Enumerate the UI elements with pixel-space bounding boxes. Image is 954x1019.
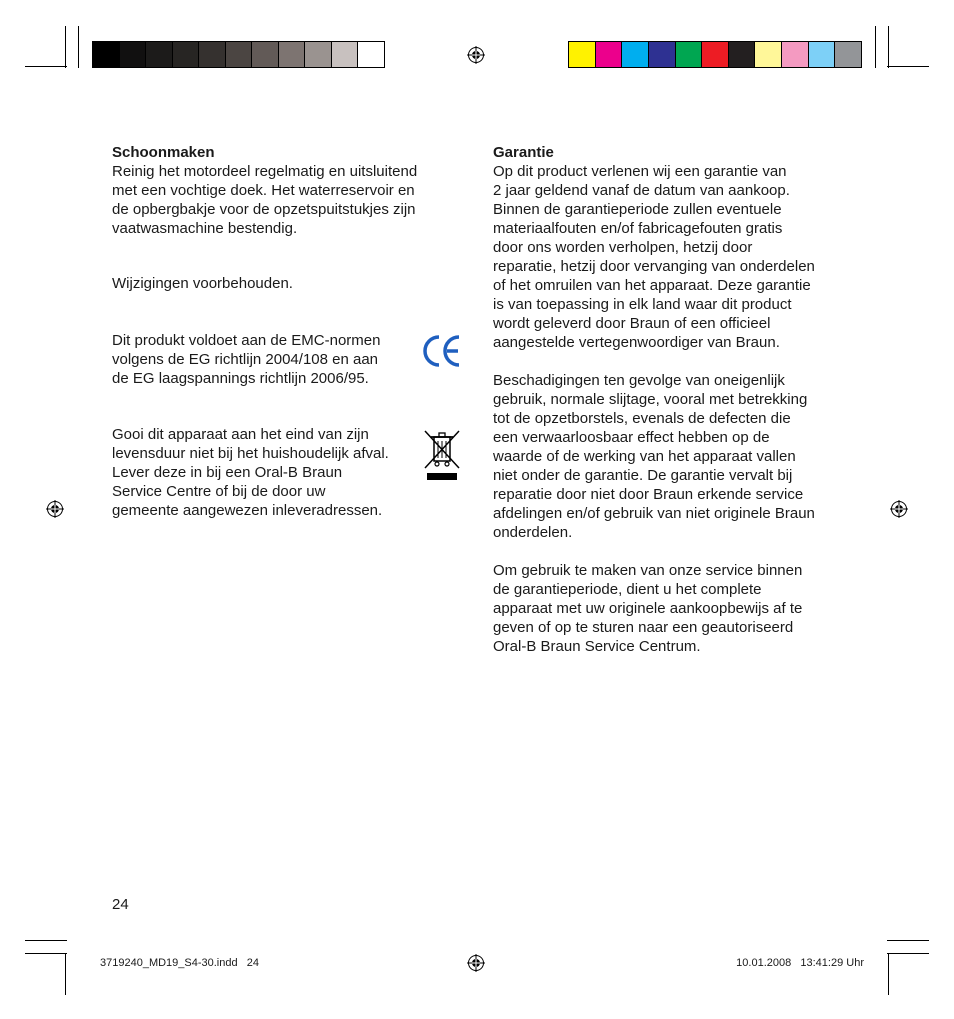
- slug-file-info: 3719240_MD19_S4-30.indd 24: [100, 957, 260, 969]
- color-swatch: [729, 42, 756, 67]
- crossed-out-bin-icon: [421, 428, 463, 484]
- color-swatch: [702, 42, 729, 67]
- color-swatch: [809, 42, 836, 67]
- color-swatch: [835, 42, 861, 67]
- emc-block: [112, 331, 412, 388]
- color-swatch: [782, 42, 809, 67]
- changes-notice: [112, 274, 452, 293]
- cleaning-heading: Schoonmaken: [112, 144, 215, 161]
- gray-swatch: [332, 42, 359, 67]
- registration-mark-icon: [467, 46, 485, 64]
- warranty-paragraph-2: Beschadigingen ten gevolge van oneigenlijk gebruik, normale slijtage, vooral met betrekking tot de opzetborstels, evenals de defecten die een verwaarloosbaar effect hebben op de waarde of de werking van het apparaat vallen niet onder de garantie. De garantie vervalt bij reparatie door niet door Braun erkende service afdelingen en/of gebruik van niet originele Braun onderdelen.: [493, 372, 815, 541]
- color-swatch: [649, 42, 676, 67]
- warranty-paragraph-1: Op dit product verlenen wij een garantie van 2 jaar geldend vanaf de datum van aankoop. Binnen de garantieperiode zullen eventuele materiaalfouten en/of fabricagefouten gratis door ons worden verholpen, hetzij door reparatie, hetzij door vervanging van onderdelen of het omruilen van het apparaat. Deze garantie is van toepassing in elk land waar dit product wordt geleverd door Braun of een officieel aangestelde vertegenwoordiger van Braun.: [493, 163, 815, 351]
- disposal-text: Gooi dit apparaat aan het eind van zijn levensduur niet bij het huishoudelijk afval. Lever deze in bij een Oral-B Braun Service Centre of bij de door uw gemeente aangewezen inleveradressen.: [112, 426, 389, 519]
- color-swatch: [676, 42, 703, 67]
- ce-mark-icon: [421, 334, 463, 368]
- color-swatch: [622, 42, 649, 67]
- disposal-block: [112, 425, 422, 520]
- page-number: 24: [112, 896, 129, 913]
- right-column: [493, 143, 853, 656]
- color-swatch-bar: [568, 41, 862, 68]
- cleaning-text: Reinig het motordeel regelmatig en uitsluitend met een vochtige doek. Het waterreservoir en de opbergbakje voor de opzetspuitstukjes zijn vaatwasmachine bestendig.: [112, 163, 418, 237]
- changes-text: Wijzigingen voorbehouden.: [112, 275, 293, 292]
- spacer: [493, 352, 853, 371]
- color-swatch: [755, 42, 782, 67]
- gray-swatch: [173, 42, 200, 67]
- gray-swatch: [120, 42, 147, 67]
- gray-swatch: [358, 42, 384, 67]
- gray-swatch: [199, 42, 226, 67]
- color-swatch: [596, 42, 623, 67]
- gray-swatch: [93, 42, 120, 67]
- registration-mark-icon: [46, 500, 64, 518]
- spacer: [493, 542, 853, 561]
- gray-swatch: [305, 42, 332, 67]
- color-swatch: [569, 42, 596, 67]
- warranty-heading: Garantie: [493, 144, 554, 161]
- gray-swatch-bar: [92, 41, 385, 68]
- gray-swatch: [279, 42, 306, 67]
- registration-mark-icon: [467, 954, 485, 972]
- registration-mark-icon: [890, 500, 908, 518]
- warranty-paragraph-3: Om gebruik te maken van onze service binnen de garantieperiode, dient u het complete apparaat met uw originele aankoopbewijs af te geven of op te sturen naar een geautoriseerd Oral-B Braun Service Centrum.: [493, 562, 803, 655]
- gray-swatch: [252, 42, 279, 67]
- left-column: [112, 143, 452, 238]
- gray-swatch: [146, 42, 173, 67]
- gray-swatch: [226, 42, 253, 67]
- slug-timestamp: 10.01.2008 13:41:29 Uhr: [736, 957, 864, 969]
- emc-text: Dit produkt voldoet aan de EMC-normen volgens de EG richtlijn 2004/108 en aan de EG laagspannings richtlijn 2006/95.: [112, 332, 381, 387]
